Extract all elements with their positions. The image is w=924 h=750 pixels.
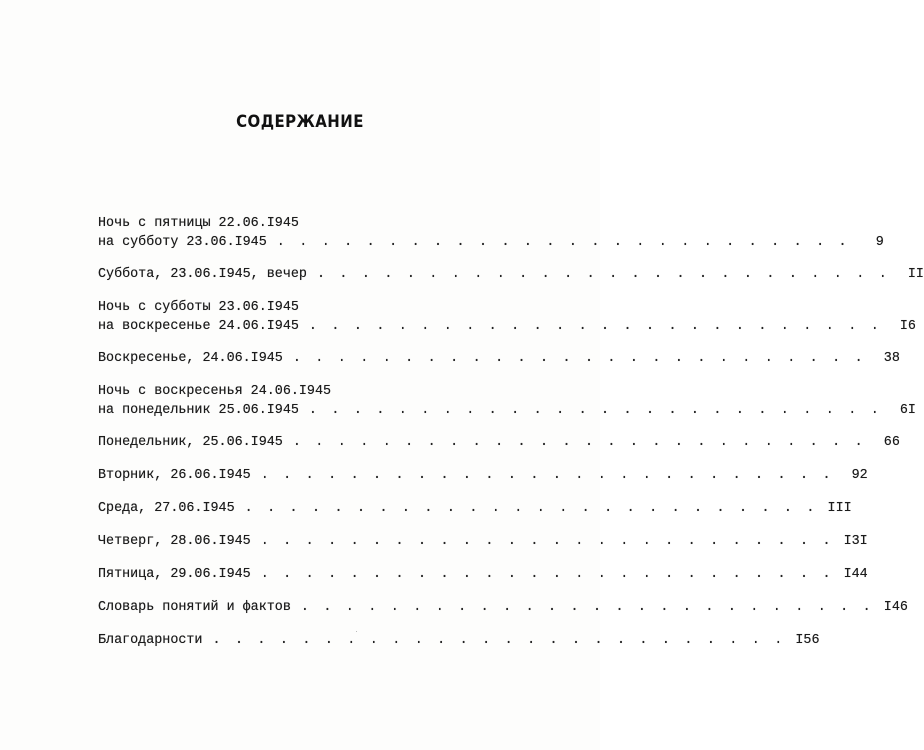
toc-entry-title: Суббота, 23.06.I945, вечер <box>98 267 307 282</box>
toc-page-number: I56 <box>795 633 820 648</box>
toc-entry <box>98 349 900 368</box>
toc-entry-line <box>98 265 924 284</box>
toc-page-number: I46 <box>883 600 908 615</box>
dot-leader: . . . . . . . . . . . . . . . . . . . . . . . . . . <box>260 468 834 483</box>
toc-entry-line <box>98 401 916 420</box>
toc-entry <box>98 631 820 650</box>
toc-entry-title: Четверг, 28.06.I945 <box>98 534 251 549</box>
toc-entry-line <box>98 565 868 584</box>
toc-entry <box>98 565 868 584</box>
toc-entry <box>98 214 884 252</box>
toc-entry-title: Среда, 27.06.I945 <box>98 501 235 516</box>
toc-entry <box>98 382 916 420</box>
dot-leader: . . . . . . . . . . . . . . . . . . . . . . . . . . <box>292 351 866 366</box>
toc-page-number: 92 <box>851 468 868 483</box>
toc-entry-line <box>98 382 500 401</box>
toc-entry-line <box>98 349 900 368</box>
toc-entry-title: Воскресенье, 24.06.I945 <box>98 351 283 366</box>
toc-entry <box>98 499 852 518</box>
dot-leader: . . . . . . . . . . . . . . . . . . . . . . . . . . <box>260 567 834 582</box>
toc-page-number: I3I <box>843 534 868 549</box>
toc-entry-title: Вторник, 26.06.I945 <box>98 468 251 483</box>
toc-entry-title: Пятница, 29.06.I945 <box>98 567 251 582</box>
toc-entry-title: Словарь понятий и фактов <box>98 600 291 615</box>
toc-entry-line <box>98 214 500 233</box>
toc-page-number: 9 <box>875 235 884 250</box>
toc-entry-line <box>98 466 868 485</box>
dot-leader: . . . . . . . . . . . . . . . . . . . . . . . . . . <box>316 267 890 282</box>
toc-entry-line <box>98 532 868 551</box>
toc-entry-title: Благодарности <box>98 633 203 648</box>
toc-page-number: 38 <box>883 351 900 366</box>
dot-leader: . . . . . . . . . . . . . . . . . . . . . . . . . . <box>308 403 882 418</box>
toc-entry-title: на понедельник 25.06.I945 <box>98 403 299 418</box>
toc-entry <box>98 298 916 336</box>
toc-page-number: 66 <box>883 435 900 450</box>
toc-entry-line <box>98 598 908 617</box>
table-of-contents <box>98 214 924 664</box>
paper-speck <box>356 631 357 632</box>
toc-page-number: 6I <box>899 403 916 418</box>
toc-entry <box>98 265 924 284</box>
dot-leader: . . . . . . . . . . . . . . . . . . . . . . . . . . <box>308 319 882 334</box>
dot-leader: . . . . . . . . . . . . . . . . . . . . . . . . . . <box>300 600 874 615</box>
toc-entry-line <box>98 433 900 452</box>
dot-leader: . . . . . . . . . . . . . . . . . . . . . . . . . . <box>260 534 834 549</box>
page-title: СОДЕРЖАНИЕ <box>236 112 364 132</box>
toc-entry <box>98 466 868 485</box>
toc-page-number: I6 <box>899 319 916 334</box>
toc-entry-title: Понедельник, 25.06.I945 <box>98 435 283 450</box>
dot-leader: . . . . . . . . . . . . . . . . . . . . . . . . . . <box>244 501 818 516</box>
toc-entry <box>98 532 868 551</box>
toc-page-number: II <box>907 267 924 282</box>
toc-entry-line <box>98 298 500 317</box>
dot-leader: . . . . . . . . . . . . . . . . . . . . . . . . . . <box>276 235 850 250</box>
toc-entry-line <box>98 499 852 518</box>
toc-entry-title: на субботу 23.06.I945 <box>98 235 267 250</box>
toc-entry <box>98 433 900 452</box>
toc-entry-line <box>98 233 884 252</box>
dot-leader: . . . . . . . . . . . . . . . . . . . . . . . . . . <box>212 633 786 648</box>
toc-entry-title: на воскресенье 24.06.I945 <box>98 319 299 334</box>
toc-entry <box>98 598 908 617</box>
toc-page-number: I44 <box>843 567 868 582</box>
toc-entry-title: Ночь с субботы 23.06.I945 <box>98 300 299 315</box>
toc-page-number: III <box>827 501 852 516</box>
toc-entry-line <box>98 317 916 336</box>
dot-leader: . . . . . . . . . . . . . . . . . . . . . . . . . . <box>292 435 866 450</box>
toc-entry-title: Ночь с пятницы 22.06.I945 <box>98 216 299 231</box>
toc-entry-title: Ночь с воскресенья 24.06.I945 <box>98 384 332 399</box>
toc-entry-line <box>98 631 820 650</box>
